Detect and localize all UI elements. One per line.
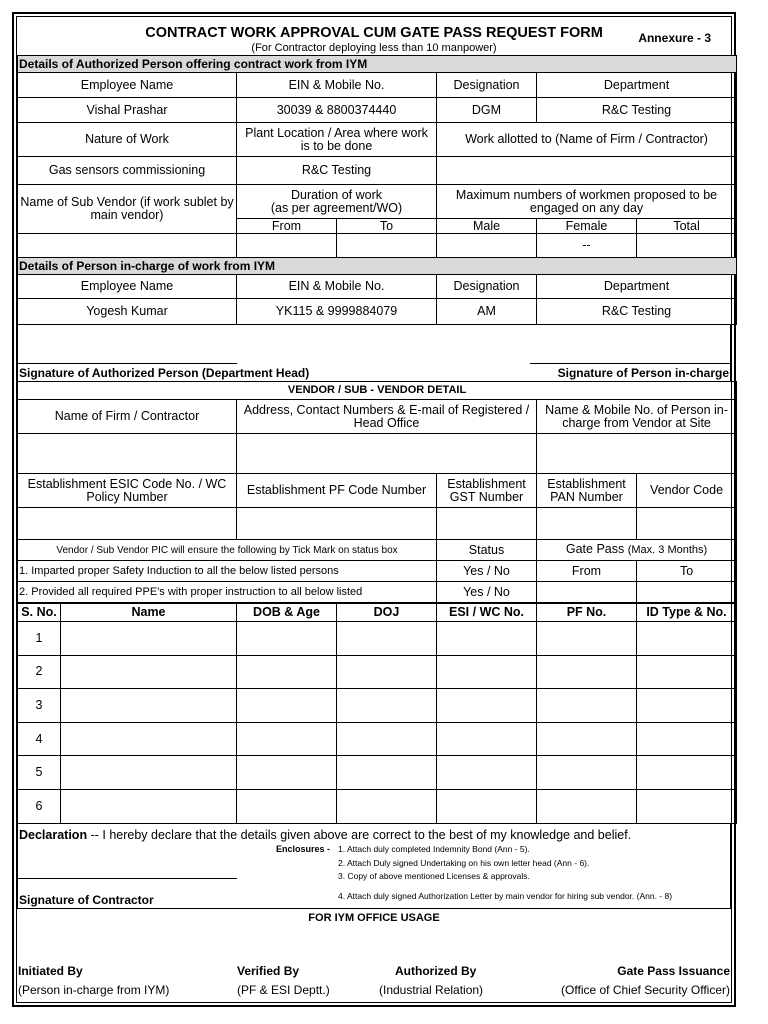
authorized-by-label: Authorized By — [395, 963, 477, 978]
label-total: Total — [637, 219, 737, 234]
worker-pf-field[interactable] — [537, 789, 637, 823]
label-vendor-code: Vendor Code — [637, 474, 737, 508]
row-number: 5 — [18, 756, 61, 790]
pan-number-field[interactable] — [537, 508, 637, 540]
vendor-table — [17, 381, 737, 603]
col-esi-wc: ESI / WC No. — [437, 604, 537, 622]
gate-pass-issuance-sub: (Office of Chief Security Officer) — [561, 982, 730, 997]
table-row — [18, 655, 737, 689]
worker-dob-field[interactable] — [237, 756, 337, 790]
worker-doj-field[interactable] — [337, 722, 437, 756]
col-designation: Designation — [437, 73, 537, 98]
label-max-workmen: Maximum numbers of workmen proposed to be engaged on any day — [437, 185, 737, 219]
work-allotted-field[interactable] — [437, 157, 737, 185]
authorized-department[interactable]: R&C Testing — [537, 98, 737, 123]
worker-name-field[interactable] — [61, 622, 237, 656]
col-sno: S. No. — [18, 604, 61, 622]
authorized-by-sub: (Industrial Relation) — [379, 982, 484, 997]
worker-id-field[interactable] — [637, 622, 737, 656]
enclosure-4: 4. Attach duly signed Authorization Letter by main vendor for hiring sub vendor. (Ann. - 8) — [338, 890, 673, 901]
form-header — [17, 17, 731, 55]
initiated-by-sub: (Person in-charge from IYM) — [18, 982, 170, 997]
worker-doj-field[interactable] — [337, 655, 437, 689]
authorized-ein-mobile[interactable]: 30039 & 8800374440 — [237, 98, 437, 123]
authorized-person-table — [17, 55, 737, 325]
table-row — [18, 722, 737, 756]
worker-dob-field[interactable] — [237, 722, 337, 756]
label-vendor-person: Name & Mobile No. of Person in-charge from Vendor at Site — [537, 400, 737, 434]
verified-by-sub: (PF & ESI Deptt.) — [237, 982, 330, 997]
label-duration-from: From — [237, 219, 337, 234]
col-dob-age: DOB & Age — [237, 604, 337, 622]
col-ein-mobile: EIN & Mobile No. — [237, 73, 437, 98]
vendor-code-field[interactable] — [637, 508, 737, 540]
incharge-designation[interactable]: AM — [437, 299, 537, 325]
worker-esi-field[interactable] — [437, 622, 537, 656]
worker-id-field[interactable] — [637, 756, 737, 790]
label-pan-number: Establishment PAN Number — [537, 474, 637, 508]
firm-name-field[interactable] — [18, 434, 237, 474]
row-number: 1 — [18, 622, 61, 656]
contractor-signature-line[interactable] — [18, 878, 237, 879]
worker-name-field[interactable] — [61, 689, 237, 723]
vendor-person-field[interactable] — [537, 434, 737, 474]
row-number: 6 — [18, 789, 61, 823]
worker-doj-field[interactable] — [337, 622, 437, 656]
col-department: Department — [537, 73, 737, 98]
gate-pass-title: Gate Pass — [565, 542, 625, 556]
status-yes-no-1[interactable]: Yes / No — [437, 561, 537, 582]
annexure-label: Annexure - 3 — [638, 31, 711, 45]
worker-esi-field[interactable] — [437, 722, 537, 756]
sub-vendor-field[interactable] — [18, 234, 237, 258]
form-inner-border — [16, 16, 732, 1003]
table-row — [18, 622, 737, 656]
verified-by-label: Verified By — [237, 963, 300, 978]
worker-dob-field[interactable] — [237, 622, 337, 656]
incharge-col-employee-name: Employee Name — [18, 275, 237, 299]
male-count-field[interactable] — [437, 234, 537, 258]
signature-person-incharge: Signature of Person in-charge — [557, 366, 729, 380]
worker-pf-field[interactable] — [537, 622, 637, 656]
female-count-field[interactable]: -- — [537, 234, 637, 258]
authorized-signature-line[interactable] — [18, 363, 237, 364]
label-nature-of-work: Nature of Work — [18, 123, 237, 157]
worker-pf-field[interactable] — [537, 689, 637, 723]
worker-name-field[interactable] — [61, 756, 237, 790]
incharge-ein-mobile[interactable]: YK115 & 9999884079 — [237, 299, 437, 325]
worker-dob-field[interactable] — [237, 655, 337, 689]
worker-pf-field[interactable] — [537, 655, 637, 689]
table-row — [18, 756, 737, 790]
incharge-signature-line[interactable] — [530, 363, 730, 364]
authorized-employee-name[interactable]: Vishal Prashar — [18, 98, 237, 123]
gate-pass-issuance-label: Gate Pass Issuance — [617, 963, 730, 978]
gate-pass-from-field[interactable] — [537, 582, 637, 603]
row-number: 2 — [18, 655, 61, 689]
gst-number-field[interactable] — [437, 508, 537, 540]
office-usage-title: FOR IYM OFFICE USAGE — [308, 911, 440, 924]
gate-pass-from-label: From — [537, 561, 637, 582]
gate-pass-to-label: To — [637, 561, 737, 582]
section-person-incharge: Details of Person in-charge of work from IYM — [18, 258, 737, 275]
col-pf-no: PF No. — [537, 604, 637, 622]
table-row — [18, 689, 737, 723]
esic-code-field[interactable] — [18, 508, 237, 540]
label-esic-code: Establishment ESIC Code No. / WC Policy Number — [18, 474, 237, 508]
worker-esi-field[interactable] — [437, 756, 537, 790]
label-duration — [237, 185, 437, 219]
declaration-label: Declaration — [19, 827, 88, 842]
pf-code-field[interactable] — [237, 508, 437, 540]
incharge-department[interactable]: R&C Testing — [537, 299, 737, 325]
duration-from-field[interactable] — [237, 234, 337, 258]
worker-doj-field[interactable] — [337, 689, 437, 723]
office-usage-section — [17, 909, 731, 997]
label-duration-to: To — [337, 219, 437, 234]
worker-esi-field[interactable] — [437, 789, 537, 823]
row-number: 4 — [18, 722, 61, 756]
total-count-field[interactable] — [637, 234, 737, 258]
section-authorized-person: Details of Authorized Person offering contract work from IYM — [18, 56, 737, 73]
gate-pass-note: (Max. 3 Months) — [627, 544, 708, 556]
workers-header-row — [18, 604, 737, 622]
pic-note: Vendor / Sub Vendor PIC will ensure the following by Tick Mark on status box — [18, 540, 437, 561]
authorized-designation[interactable]: DGM — [437, 98, 537, 123]
worker-esi-field[interactable] — [437, 655, 537, 689]
incharge-col-department: Department — [537, 275, 737, 299]
worker-pf-field[interactable] — [537, 756, 637, 790]
label-sub-vendor: Name of Sub Vendor (if work sublet by main vendor) — [18, 185, 237, 234]
form-subtitle: (For Contractor deploying less than 10 manpower) — [251, 42, 497, 54]
signature-area — [17, 325, 731, 381]
workers-table — [17, 603, 737, 824]
label-work-allotted: Work allotted to (Name of Firm / Contractor) — [437, 123, 737, 157]
signature-contractor: Signature of Contractor — [19, 892, 154, 907]
nature-of-work-field[interactable]: Gas sensors commissioning — [18, 157, 237, 185]
declaration-text: -- I hereby declare that the details given above are correct to the best of my knowledge and belief. — [90, 827, 632, 842]
worker-pf-field[interactable] — [537, 722, 637, 756]
label-status: Status — [437, 540, 537, 561]
row-number: 3 — [18, 689, 61, 723]
incharge-col-ein-mobile: EIN & Mobile No. — [237, 275, 437, 299]
worker-esi-field[interactable] — [437, 689, 537, 723]
label-gate-pass — [537, 540, 737, 561]
declaration-section — [17, 824, 731, 909]
worker-name-field[interactable] — [61, 722, 237, 756]
address-field[interactable] — [237, 434, 537, 474]
label-male: Male — [437, 219, 537, 234]
initiated-by-label: Initiated By — [18, 963, 83, 978]
status-yes-no-2[interactable]: Yes / No — [437, 582, 537, 603]
duration-title: Duration of work — [290, 187, 382, 202]
enclosure-2: 2. Attach Duly signed Undertaking on his own letter head (Ann - 6). — [338, 857, 590, 868]
worker-doj-field[interactable] — [337, 789, 437, 823]
label-pf-code: Establishment PF Code Number — [237, 474, 437, 508]
duration-to-field[interactable] — [337, 234, 437, 258]
label-female: Female — [537, 219, 637, 234]
label-firm-name: Name of Firm / Contractor — [18, 400, 237, 434]
plant-location-field[interactable]: R&C Testing — [237, 157, 437, 185]
worker-name-field[interactable] — [61, 789, 237, 823]
table-row — [18, 789, 737, 823]
label-address: Address, Contact Numbers & E-mail of Registered / Head Office — [237, 400, 537, 434]
enclosures-label: Enclosures - — [276, 843, 331, 854]
col-name: Name — [61, 604, 237, 622]
incharge-col-designation: Designation — [437, 275, 537, 299]
signature-authorized-person: Signature of Authorized Person (Department Head) — [19, 366, 310, 380]
worker-doj-field[interactable] — [337, 756, 437, 790]
col-id-type: ID Type & No. — [637, 604, 737, 622]
section-vendor-detail: VENDOR / SUB - VENDOR DETAIL — [18, 382, 737, 400]
worker-dob-field[interactable] — [237, 689, 337, 723]
worker-id-field[interactable] — [637, 789, 737, 823]
worker-id-field[interactable] — [637, 689, 737, 723]
col-employee-name: Employee Name — [18, 73, 237, 98]
label-gst-number: Establishment GST Number — [437, 474, 537, 508]
incharge-employee-name[interactable]: Yogesh Kumar — [18, 299, 237, 325]
check-ppe: 2. Provided all required PPE's with proper instruction to all below listed — [18, 582, 437, 603]
worker-id-field[interactable] — [637, 655, 737, 689]
label-plant-location: Plant Location / Area where work is to be done — [237, 123, 437, 157]
gate-pass-to-field[interactable] — [637, 582, 737, 603]
check-safety-induction: 1. Imparted proper Safety Induction to all the below listed persons — [18, 561, 437, 582]
worker-id-field[interactable] — [637, 722, 737, 756]
worker-dob-field[interactable] — [237, 789, 337, 823]
enclosure-3: 3. Copy of above mentioned Licenses & approvals. — [338, 870, 530, 881]
form-page — [12, 12, 736, 1007]
duration-subtitle: (as per agreement/WO) — [270, 200, 403, 215]
worker-name-field[interactable] — [61, 655, 237, 689]
declaration-line — [19, 828, 631, 842]
col-doj: DOJ — [337, 604, 437, 622]
enclosure-1: 1. Attach duly completed Indemnity Bond (Ann - 5). — [338, 843, 530, 854]
form-title: CONTRACT WORK APPROVAL CUM GATE PASS REQUEST FORM — [145, 25, 603, 41]
